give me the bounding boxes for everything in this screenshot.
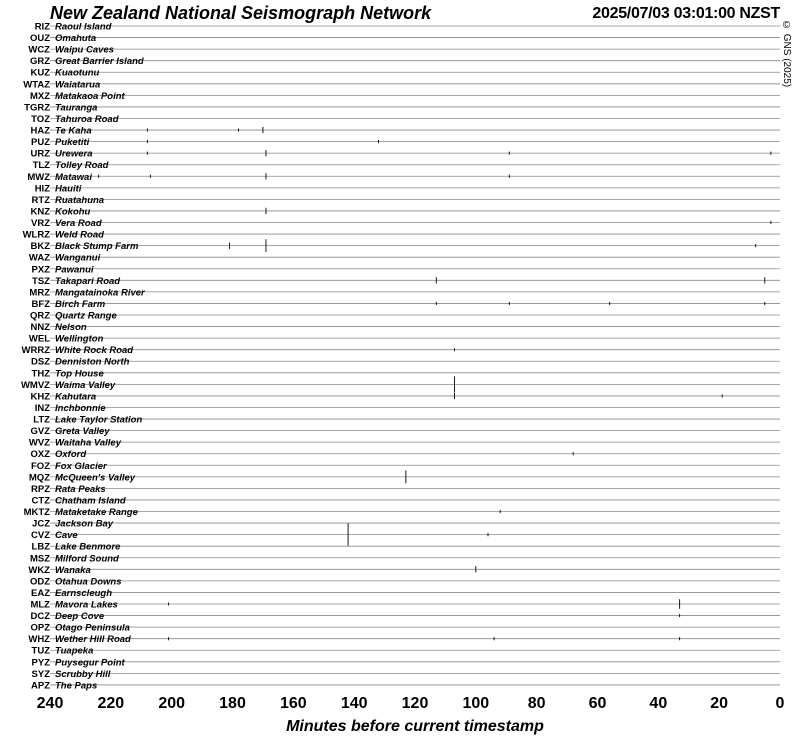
- station-code: CVZ: [31, 530, 50, 542]
- station-code: HIZ: [34, 183, 50, 195]
- station-name: Wanaka: [55, 564, 91, 576]
- station-code: MWZ: [27, 171, 50, 183]
- station-code: MLZ: [30, 599, 50, 611]
- station-code: DSZ: [31, 356, 50, 368]
- station-name: Birch Farm: [55, 298, 106, 310]
- station-name: Matawai: [55, 171, 92, 183]
- x-tick-label: 160: [279, 695, 307, 712]
- station-name: Urewera: [55, 148, 93, 160]
- station-code: FOZ: [31, 460, 50, 472]
- x-tick-label: 100: [462, 695, 490, 712]
- station-name: Wanganui: [55, 252, 101, 264]
- station-name: Otago Peninsula: [55, 622, 130, 634]
- station-name: Otahua Downs: [55, 576, 122, 588]
- station-name: Denniston North: [55, 356, 130, 368]
- station-name: Hauiti: [55, 183, 82, 195]
- station-code: PUZ: [31, 137, 50, 149]
- station-name: Matakaoa Point: [55, 90, 125, 102]
- station-code: QRZ: [29, 310, 50, 322]
- station-name: Chatham Island: [55, 495, 126, 507]
- station-code: WRRZ: [21, 345, 50, 357]
- station-name: Black Stump Farm: [55, 241, 139, 253]
- station-name: Tahuroa Road: [55, 113, 119, 125]
- station-code: TLZ: [32, 160, 50, 172]
- x-tick-label: 220: [97, 695, 125, 712]
- station-name: Waiatarua: [55, 79, 101, 91]
- station-code: WHZ: [28, 634, 50, 646]
- station-code: MRZ: [29, 287, 50, 299]
- station-code-labels: [21, 22, 50, 692]
- station-name: Earnscleugh: [55, 587, 113, 599]
- timestamp: 2025/07/03 03:01:00 NZST: [592, 5, 780, 22]
- station-code: RPZ: [31, 483, 50, 495]
- station-code: VRZ: [31, 218, 50, 230]
- station-name: Rata Peaks: [55, 483, 106, 495]
- station-code: WTAZ: [23, 79, 50, 91]
- station-name: Tauranga: [55, 102, 98, 114]
- x-tick-label: 20: [710, 695, 729, 712]
- copyright-credit: © GNS (2025): [781, 20, 792, 88]
- station-code: WCZ: [28, 44, 50, 56]
- station-name: Great Barrier Island: [55, 56, 144, 68]
- station-name: Raoul Island: [55, 21, 112, 33]
- station-code: WVZ: [28, 437, 50, 449]
- station-name: Mangatainoka River: [55, 287, 145, 299]
- station-code: MXZ: [29, 90, 50, 102]
- station-code: WMVZ: [20, 379, 50, 391]
- x-tick-label: 180: [219, 695, 246, 712]
- station-name: Inchbonnie: [55, 402, 106, 414]
- station-name: Top House: [55, 368, 104, 380]
- station-name: Milford Sound: [55, 553, 119, 565]
- station-code: MKTZ: [23, 507, 50, 519]
- station-name: Lake Taylor Station: [55, 414, 143, 426]
- station-name: Vera Road: [55, 218, 102, 230]
- station-name: Deep Cove: [55, 611, 105, 623]
- station-name: Puketiti: [55, 137, 90, 149]
- station-code: BKZ: [30, 241, 50, 253]
- station-code: TSZ: [32, 275, 50, 287]
- station-code: WEL: [28, 333, 50, 345]
- station-traces: [50, 26, 780, 685]
- x-axis-label: Minutes before current timestamp: [286, 718, 544, 735]
- station-code: RTZ: [31, 194, 50, 206]
- station-code: LBZ: [31, 541, 50, 553]
- station-name: Puysegur Point: [55, 657, 125, 669]
- station-code: EAZ: [31, 587, 50, 599]
- station-name: Waima Valley: [55, 379, 116, 391]
- x-tick-label: 0: [775, 695, 785, 712]
- station-name-labels: [55, 22, 146, 692]
- station-name: Omahuta: [55, 33, 97, 45]
- station-name: Takapari Road: [55, 275, 121, 287]
- station-code: WLRZ: [22, 229, 50, 241]
- station-name: Fox Glacier: [55, 460, 107, 472]
- station-code: INZ: [34, 402, 50, 414]
- station-name: Kahutara: [55, 391, 97, 403]
- station-name: Mataketake Range: [55, 507, 138, 519]
- station-code: APZ: [31, 680, 50, 692]
- station-code: KNZ: [30, 206, 50, 218]
- station-code: RIZ: [34, 21, 50, 33]
- station-name: Te Kaha: [55, 125, 92, 137]
- station-code: BFZ: [31, 298, 50, 310]
- station-code: JCZ: [32, 518, 50, 530]
- station-code: OUZ: [29, 33, 50, 45]
- station-code: PYZ: [31, 657, 50, 669]
- station-name: Oxford: [55, 449, 87, 461]
- station-name: Ruatahuna: [55, 194, 105, 206]
- station-code: TOZ: [31, 113, 50, 125]
- station-code: OPZ: [30, 622, 50, 634]
- x-tick-label: 80: [527, 695, 546, 712]
- station-name: Jackson Bay: [55, 518, 114, 530]
- x-tick-label: 40: [649, 695, 668, 712]
- station-name: Pawanui: [55, 264, 94, 276]
- station-code: NNZ: [30, 322, 50, 334]
- station-code: LTZ: [33, 414, 50, 426]
- station-name: Kuaotunu: [55, 67, 100, 79]
- station-name: The Paps: [55, 680, 98, 692]
- station-name: Kokohu: [55, 206, 91, 218]
- station-name: Scrubby Hill: [55, 668, 111, 680]
- station-name: Waitaha Valley: [55, 437, 122, 449]
- station-name: Weld Road: [55, 229, 104, 241]
- x-tick-label: 140: [340, 695, 368, 712]
- x-tick-labels: [37, 695, 785, 712]
- x-tick-label: 120: [401, 695, 429, 712]
- station-name: Wellington: [55, 333, 104, 345]
- station-name: Tuapeka: [55, 645, 94, 657]
- station-code: ODZ: [29, 576, 50, 588]
- station-name: Greta Valley: [55, 426, 110, 438]
- station-code: GVZ: [30, 426, 50, 438]
- station-name: Tolley Road: [55, 160, 109, 172]
- station-code: TGRZ: [24, 102, 50, 114]
- station-code: GRZ: [29, 56, 50, 68]
- station-code: CTZ: [31, 495, 50, 507]
- station-name: Cave: [55, 530, 78, 542]
- station-name: Nelson: [55, 322, 87, 334]
- station-name: Waipu Caves: [55, 44, 114, 56]
- station-code: MSZ: [29, 553, 50, 565]
- station-code: WKZ: [28, 564, 50, 576]
- station-name: Mavora Lakes: [55, 599, 118, 611]
- station-code: THZ: [31, 368, 50, 380]
- x-tick-label: 200: [158, 695, 186, 712]
- x-tick-label: 240: [36, 695, 64, 712]
- station-code: PXZ: [31, 264, 50, 276]
- station-code: KHZ: [30, 391, 50, 403]
- station-code: URZ: [30, 148, 50, 160]
- station-name: Wether Hill Road: [55, 634, 131, 646]
- x-tick-label: 60: [588, 695, 607, 712]
- station-code: SYZ: [31, 668, 50, 680]
- station-code: WAZ: [28, 252, 50, 264]
- station-code: DCZ: [30, 611, 50, 623]
- station-code: MQZ: [28, 472, 50, 484]
- chart-title: New Zealand National Seismograph Network: [50, 3, 432, 23]
- station-code: TUZ: [31, 645, 50, 657]
- station-code: OXZ: [30, 449, 50, 461]
- station-code: HAZ: [30, 125, 50, 137]
- station-name: McQueen's Valley: [55, 472, 136, 484]
- station-name: Lake Benmore: [55, 541, 121, 553]
- station-name: Quartz Range: [55, 310, 117, 322]
- station-code: KUZ: [30, 67, 50, 79]
- station-name: White Rock Road: [55, 345, 134, 357]
